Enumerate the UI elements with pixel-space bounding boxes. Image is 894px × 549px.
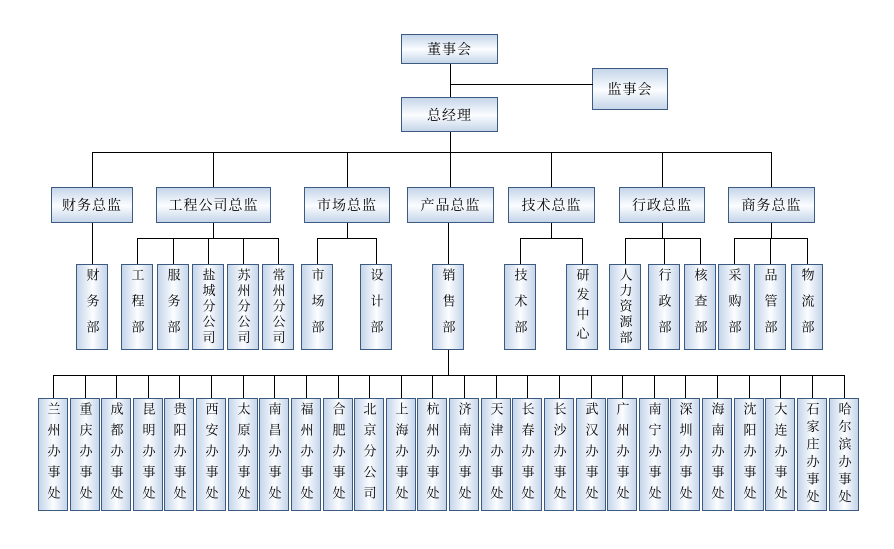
org-node-office bbox=[101, 398, 131, 511]
org-node-office bbox=[765, 398, 795, 511]
connector-line bbox=[317, 238, 318, 264]
org-node-director-label: 产品总监 bbox=[420, 199, 481, 214]
org-node-office bbox=[734, 398, 764, 511]
connector-line bbox=[551, 152, 552, 187]
connector-line bbox=[622, 375, 623, 398]
org-node-director-label: 市场总监 bbox=[317, 199, 377, 214]
connector-line bbox=[208, 238, 209, 264]
org-node-department bbox=[76, 264, 108, 350]
connector-line bbox=[53, 375, 54, 398]
org-node-department-label: 核查部 bbox=[692, 268, 708, 346]
org-node-office-label: 武汉办事处 bbox=[583, 402, 599, 507]
connector-line bbox=[496, 375, 497, 398]
org-node-office-label: 天津办事处 bbox=[488, 402, 504, 507]
connector-line bbox=[734, 238, 808, 239]
org-node-department bbox=[227, 264, 259, 350]
connector-line bbox=[559, 375, 560, 398]
connector-line bbox=[92, 152, 93, 187]
connector-line bbox=[662, 223, 663, 238]
connector-line bbox=[582, 238, 583, 264]
connector-line bbox=[448, 223, 449, 264]
org-node-office bbox=[544, 398, 574, 511]
org-node-director bbox=[728, 187, 815, 223]
connector-line bbox=[625, 238, 626, 264]
org-node-office bbox=[797, 398, 827, 511]
connector-line bbox=[807, 238, 808, 264]
org-node-director-label: 技术总监 bbox=[521, 199, 582, 214]
org-node-department bbox=[432, 264, 464, 350]
org-node-department bbox=[718, 264, 750, 350]
org-node-department bbox=[301, 264, 333, 350]
connector-line bbox=[717, 375, 718, 398]
connector-line bbox=[148, 375, 149, 398]
connector-line bbox=[448, 350, 449, 375]
org-node-office-label: 南宁办事处 bbox=[646, 402, 662, 507]
org-node-office-label: 昆明办事处 bbox=[140, 402, 156, 507]
org-node-department-label: 常州分公司 bbox=[270, 268, 286, 346]
org-node-office bbox=[829, 398, 859, 511]
org-node-office bbox=[670, 398, 700, 511]
org-node-department-label: 设计部 bbox=[368, 268, 384, 346]
org-node-board bbox=[401, 34, 498, 64]
org-node-department bbox=[791, 264, 823, 350]
connector-line bbox=[243, 375, 244, 398]
connector-line bbox=[376, 238, 377, 264]
connector-line bbox=[450, 152, 451, 187]
connector-line bbox=[85, 375, 86, 398]
connector-line bbox=[527, 375, 528, 398]
org-node-board-label: 董事会 bbox=[427, 43, 472, 58]
org-node-department bbox=[121, 264, 153, 350]
org-node-office bbox=[386, 398, 416, 511]
org-node-department-label: 品管部 bbox=[762, 268, 778, 346]
org-node-office-label: 福州办事处 bbox=[298, 402, 314, 507]
org-node-office-label: 成都办事处 bbox=[108, 402, 124, 507]
org-node-office-label: 长春办事处 bbox=[519, 402, 535, 507]
connector-line bbox=[338, 375, 339, 398]
connector-line bbox=[213, 223, 214, 238]
org-node-department bbox=[360, 264, 392, 350]
org-node-office bbox=[512, 398, 542, 511]
org-node-office-label: 北京分公司 bbox=[361, 402, 377, 507]
org-node-director bbox=[619, 187, 705, 223]
org-node-office bbox=[70, 398, 100, 511]
connector-line bbox=[450, 64, 451, 97]
org-node-office-label: 大连办事处 bbox=[772, 402, 788, 507]
org-node-department-label: 苏州分公司 bbox=[235, 268, 251, 346]
org-node-office bbox=[164, 398, 194, 511]
org-node-director-label: 财务总监 bbox=[62, 199, 122, 214]
org-node-director bbox=[156, 187, 271, 223]
connector-line bbox=[92, 223, 93, 264]
org-node-office-label: 济南办事处 bbox=[456, 402, 472, 507]
connector-line bbox=[654, 375, 655, 398]
org-node-director-label: 商务总监 bbox=[741, 199, 802, 214]
org-node-department bbox=[684, 264, 716, 350]
connector-line bbox=[520, 238, 583, 239]
connector-line bbox=[450, 132, 451, 152]
org-node-supervisory-board-label: 监事会 bbox=[607, 83, 653, 98]
connector-line bbox=[92, 152, 772, 153]
connector-line bbox=[53, 375, 845, 376]
org-node-office-label: 上海办事处 bbox=[393, 402, 409, 507]
org-node-office-label: 兰州办事处 bbox=[45, 402, 61, 507]
org-node-office-label: 沈阳办事处 bbox=[741, 402, 757, 507]
connector-line bbox=[369, 375, 370, 398]
org-node-department bbox=[504, 264, 536, 350]
connector-line bbox=[464, 375, 465, 398]
connector-line bbox=[771, 223, 772, 238]
connector-line bbox=[749, 375, 750, 398]
org-node-department-label: 销售部 bbox=[440, 268, 456, 346]
connector-line bbox=[211, 375, 212, 398]
connector-line bbox=[662, 152, 663, 187]
connector-line bbox=[432, 375, 433, 398]
org-node-department-label: 物流部 bbox=[799, 268, 815, 346]
org-node-department-label: 采购部 bbox=[726, 268, 742, 346]
org-node-department-label: 行政部 bbox=[656, 268, 672, 346]
org-node-office bbox=[196, 398, 226, 511]
connector-line bbox=[243, 238, 244, 264]
org-node-office bbox=[639, 398, 669, 511]
org-node-general-manager-label: 总经理 bbox=[427, 108, 472, 124]
org-node-department-label: 财务部 bbox=[84, 268, 100, 346]
org-node-director bbox=[407, 187, 494, 223]
connector-line bbox=[347, 223, 348, 238]
org-node-office-label: 杭州办事处 bbox=[424, 402, 440, 507]
connector-line bbox=[450, 84, 593, 85]
org-node-department bbox=[262, 264, 294, 350]
connector-line bbox=[401, 375, 402, 398]
connector-line bbox=[274, 375, 275, 398]
org-node-office bbox=[291, 398, 321, 511]
org-node-office-label: 广州办事处 bbox=[614, 402, 630, 507]
org-node-office bbox=[702, 398, 732, 511]
connector-line bbox=[780, 375, 781, 398]
org-node-office-label: 石家庄办事处 bbox=[804, 402, 820, 507]
org-node-office-label: 合肥办事处 bbox=[330, 402, 346, 507]
org-node-general-manager bbox=[401, 97, 498, 132]
org-node-office bbox=[576, 398, 606, 511]
connector-line bbox=[551, 223, 552, 238]
org-node-department-label: 服务部 bbox=[165, 268, 181, 346]
connector-line bbox=[625, 238, 701, 239]
org-node-department-label: 技术部 bbox=[512, 268, 528, 346]
org-node-director bbox=[51, 187, 133, 223]
org-node-office bbox=[228, 398, 258, 511]
org-node-office bbox=[323, 398, 353, 511]
org-node-department bbox=[648, 264, 680, 350]
connector-line bbox=[591, 375, 592, 398]
org-node-department-label: 研发中心 bbox=[574, 268, 590, 346]
connector-line bbox=[116, 375, 117, 398]
org-node-office-label: 长沙办事处 bbox=[551, 402, 567, 507]
org-node-office bbox=[481, 398, 511, 511]
org-node-department bbox=[609, 264, 641, 350]
org-node-office bbox=[133, 398, 163, 511]
org-node-office-label: 贵阳办事处 bbox=[171, 402, 187, 507]
org-node-office-label: 南昌办事处 bbox=[266, 402, 282, 507]
connector-line bbox=[770, 238, 771, 264]
connector-line bbox=[812, 375, 813, 398]
org-node-supervisory-board bbox=[592, 68, 668, 110]
connector-line bbox=[179, 375, 180, 398]
connector-line bbox=[213, 152, 214, 187]
org-node-department bbox=[566, 264, 598, 350]
org-node-director bbox=[304, 187, 390, 223]
connector-line bbox=[173, 238, 174, 264]
connector-line bbox=[317, 238, 377, 239]
org-node-office-label: 哈尔滨办事处 bbox=[836, 402, 852, 507]
connector-line bbox=[844, 375, 845, 398]
org-node-director bbox=[508, 187, 595, 223]
org-node-office bbox=[354, 398, 384, 511]
org-node-department bbox=[754, 264, 786, 350]
org-node-office-label: 重庆办事处 bbox=[77, 402, 93, 507]
connector-line bbox=[347, 152, 348, 187]
connector-line bbox=[664, 238, 665, 264]
org-node-director-label: 行政总监 bbox=[632, 199, 692, 214]
org-node-office bbox=[449, 398, 479, 511]
org-node-office-label: 深圳办事处 bbox=[677, 402, 693, 507]
org-node-office-label: 太原办事处 bbox=[235, 402, 251, 507]
org-node-office bbox=[259, 398, 289, 511]
org-node-department-label: 市场部 bbox=[309, 268, 325, 346]
org-node-department-label: 人力资源部 bbox=[617, 268, 633, 346]
connector-line bbox=[700, 238, 701, 264]
connector-line bbox=[520, 238, 521, 264]
org-node-office bbox=[38, 398, 68, 511]
connector-line bbox=[771, 152, 772, 187]
org-node-department-label: 盐城分公司 bbox=[200, 268, 216, 346]
connector-line bbox=[306, 375, 307, 398]
org-node-office bbox=[417, 398, 447, 511]
org-node-office-label: 海南办事处 bbox=[709, 402, 725, 507]
connector-line bbox=[278, 238, 279, 264]
org-node-office-label: 西安办事处 bbox=[203, 402, 219, 507]
connector-line bbox=[137, 238, 138, 264]
org-node-department bbox=[157, 264, 189, 350]
org-node-department-label: 工程部 bbox=[129, 268, 145, 346]
connector-line bbox=[734, 238, 735, 264]
org-node-department bbox=[192, 264, 224, 350]
org-node-office bbox=[607, 398, 637, 511]
connector-line bbox=[685, 375, 686, 398]
org-node-director-label: 工程公司总监 bbox=[168, 199, 259, 214]
